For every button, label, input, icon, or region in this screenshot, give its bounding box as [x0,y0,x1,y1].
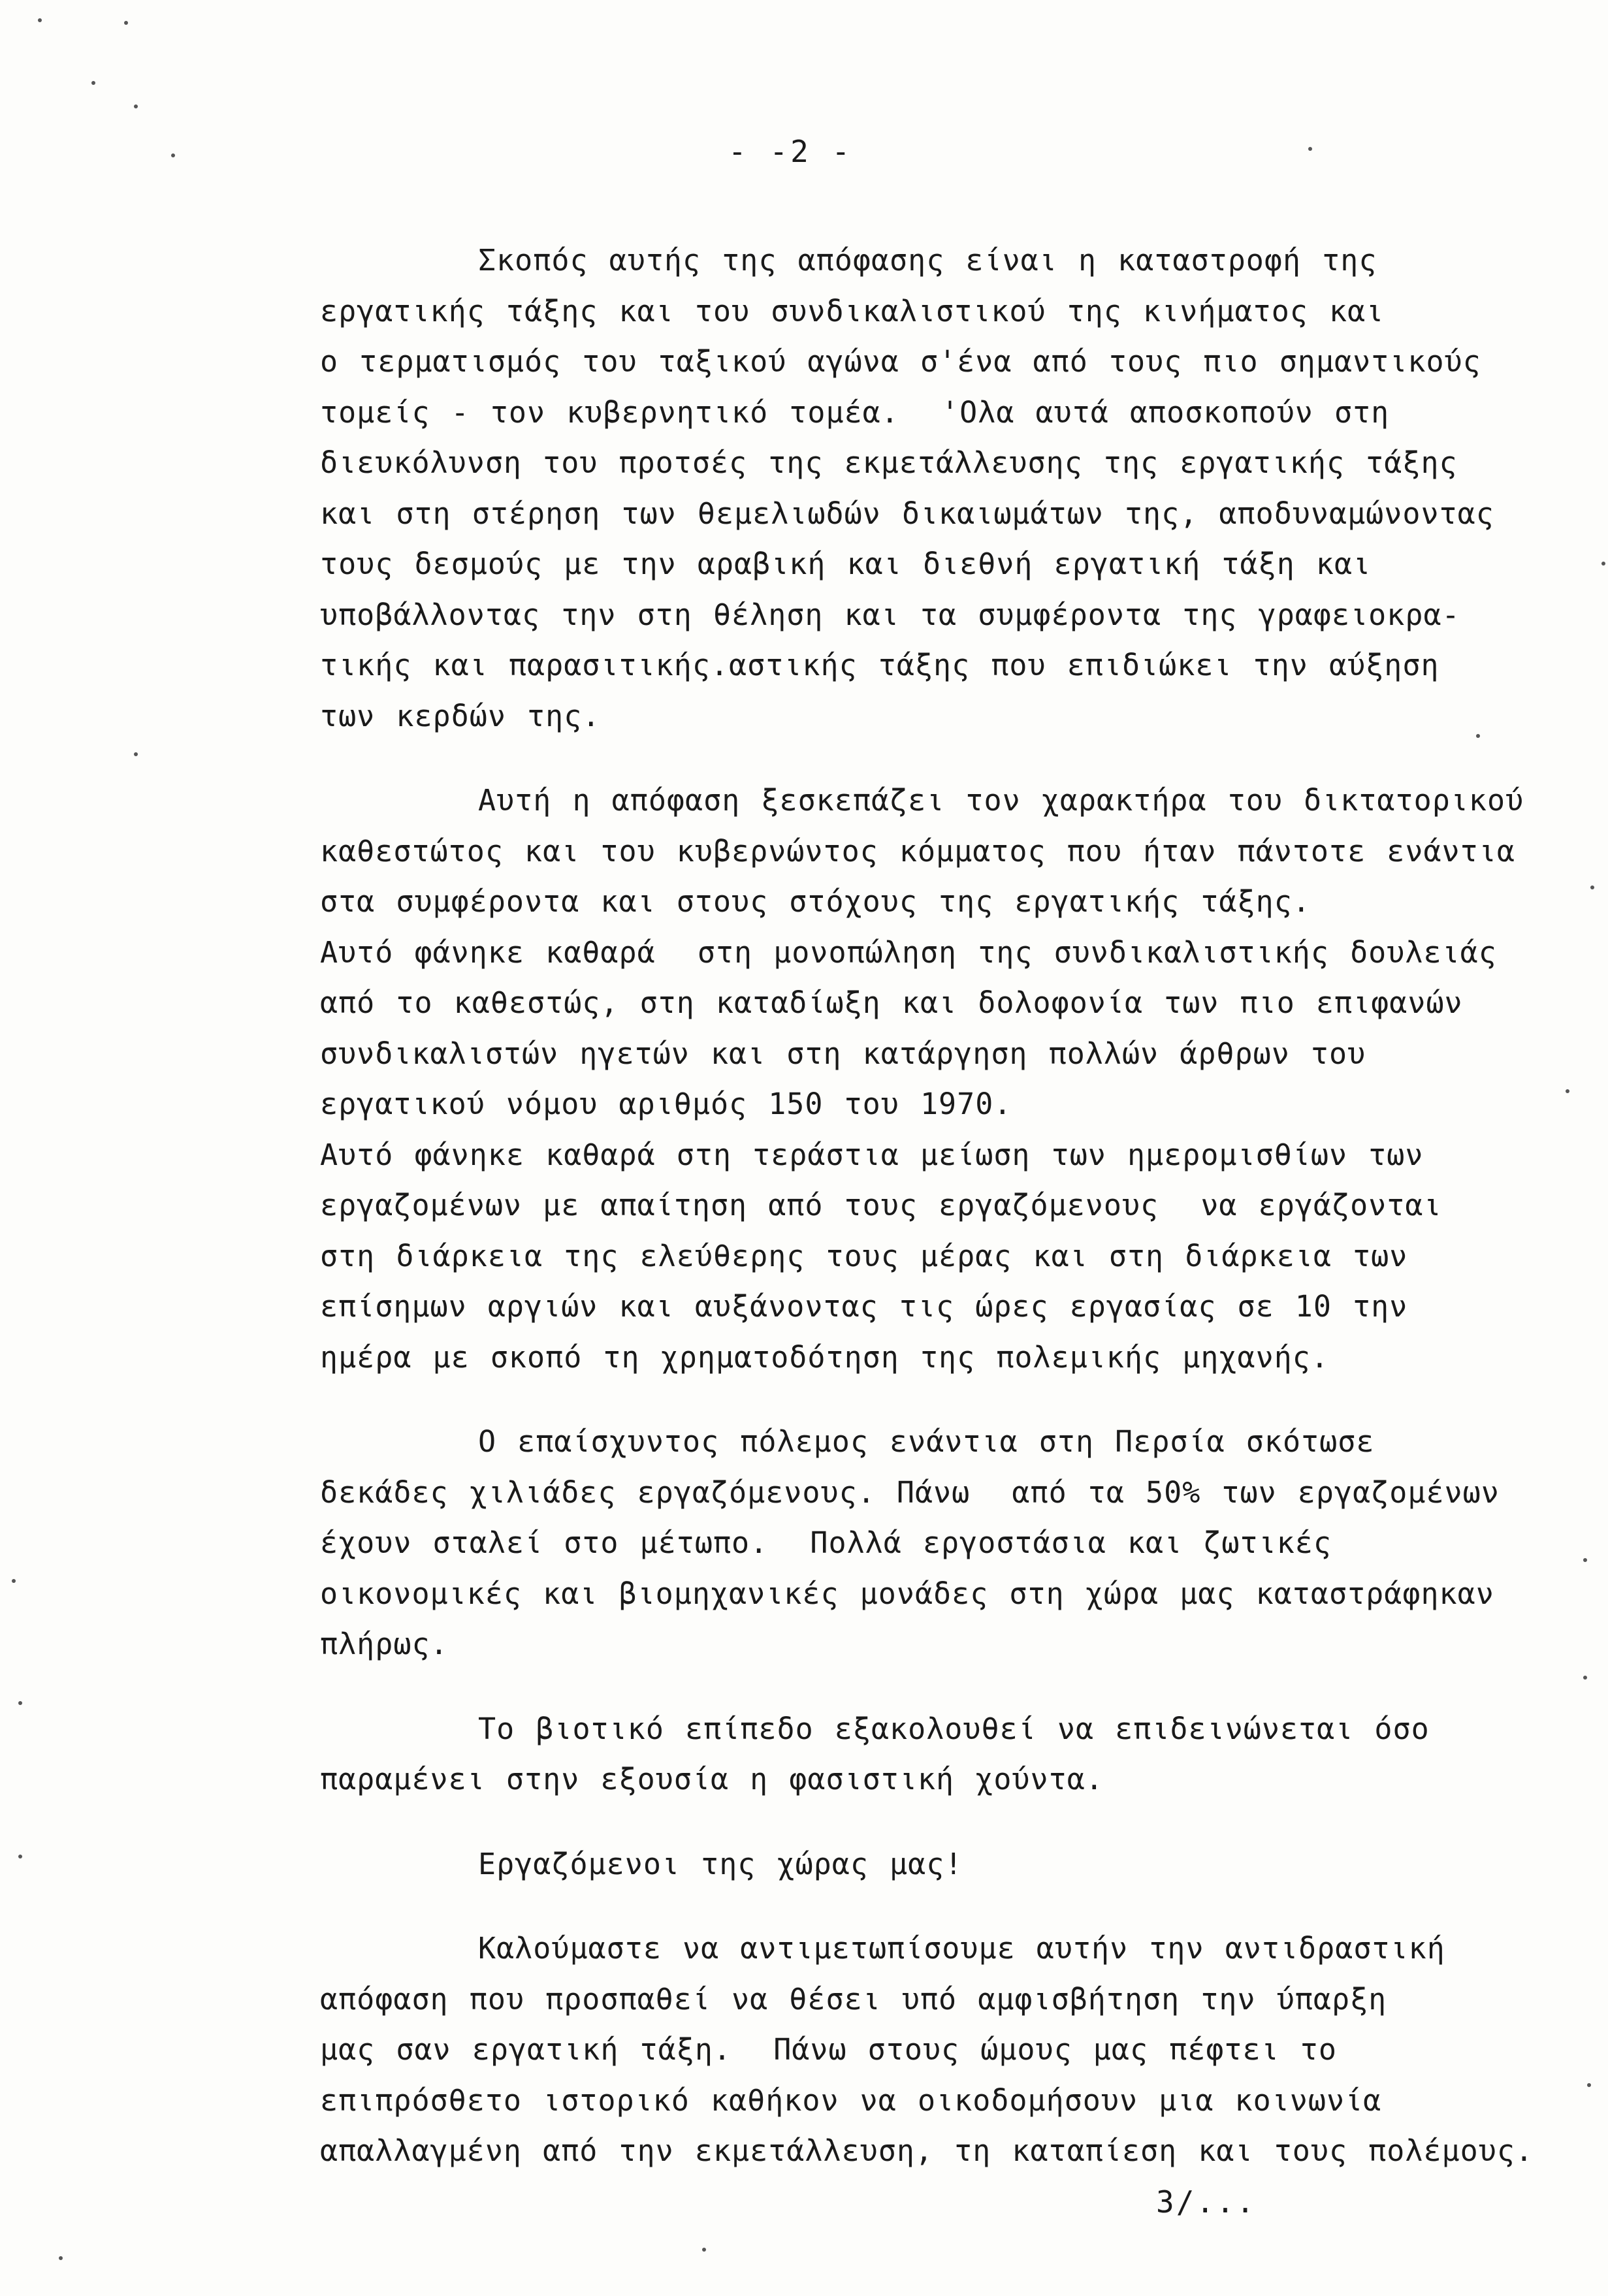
text-line: Εργαζόμενοι της χώρας μας! [478,1846,963,1881]
scan-speck [134,104,138,108]
scan-speck [18,1701,22,1705]
text-line: Καλούμαστε να αντιμετωπίσουμε αυτήν την αντιδραστική [478,1931,1445,1966]
text-line: εργαζομένων με απαίτηση από τους εργαζόμενους να εργάζονται [320,1188,1442,1222]
text-line: μας σαν εργατική τάξη. Πάνω στους ώμους μας πέφτει το [320,2032,1337,2067]
text-line: τους δεσμούς με την αραβική και διεθνή εργατική τάξη και [320,547,1372,581]
text-line: Αυτό φάνηκε καθαρά στη τεράστια μείωση των ημερομισθίων των [320,1137,1424,1172]
text-line: στη διάρκεια της ελεύθερης τους μέρας και στη διάρκεια των [320,1238,1408,1273]
continuation-marker: 3/... [1156,2184,1257,2220]
text-line: των κερδών της. [320,698,601,733]
text-line: εργατικής τάξης και του συνδικαλιστικού της κινήματος και [320,293,1385,328]
text-line: καθεστώτος και του κυβερνώντος κόμματος που ήταν πάντοτε ενάντια [320,833,1515,869]
paragraph-5-heading [320,1839,1600,1890]
scan-speck [1583,1558,1587,1562]
scan-speck [124,21,128,25]
text-line: δεκάδες χιλιάδες εργαζόμενους. Πάνω από τα 50% των εργαζομένων [320,1475,1500,1510]
scan-speck [171,153,175,157]
text-line: και στη στέρηση των θεμελιωδών δικαιωμάτων της, αποδυναμώνοντας [320,496,1494,531]
text-line: τομείς - τον κυβερνητικό τομέα. 'Ολα αυτά αποσκοπούν στη [320,394,1390,430]
paragraph-3 [320,1416,1600,1670]
scan-speck [1587,2083,1591,2087]
scan-speck [91,81,95,85]
text-line: τικής και παρασιτικής.αστικής τάξης που επιδιώκει την αύξηση [320,648,1439,682]
scan-speck [1566,1089,1569,1093]
text-line: Σκοπός αυτής της απόφασης είναι η καταστροφή της [478,243,1377,278]
text-line: Το βιοτικό επίπεδο εξακολουθεί να επιδεινώνεται όσο [478,1711,1430,1746]
scan-speck [134,752,138,756]
text-line: επιπρόσθετο ιστορικό καθήκον να οικοδομήσουν μια κοινωνία [320,2082,1382,2118]
paragraph-2 [320,775,1600,1382]
scan-speck [59,2256,63,2260]
text-line: συνδικαλιστών ηγετών και στη κατάργηση πολλών άρθρων του [320,1036,1366,1071]
text-line: ημέρα με σκοπό τη χρηματοδότηση της πολεμικής μηχανής. [320,1339,1329,1375]
text-line: διευκόλυνση του προτσές της εκμετάλλευσης της εργατικής τάξης [320,445,1458,480]
scan-speck [1601,562,1605,566]
text-line: Αυτή η απόφαση ξεσκεπάζει τον χαρακτήρα του δικτατορικού [478,783,1524,818]
text-line: οικονομικές και βιομηχανικές μονάδες στη χώρα μας καταστράφηκαν [320,1576,1494,1611]
text-line: Αυτό φάνηκε καθαρά στη μονοπώληση της συνδικαλιστικής δουλειάς [320,934,1497,970]
scan-speck [12,1579,16,1583]
text-line: απαλλαγμένη από την εκμετάλλευση, τη καταπίεση και τους πολέμους. [320,2133,1534,2168]
text-line: από το καθεστώς, στη καταδίωξη και δολοφονία των πιο επιφανών [320,985,1463,1020]
scan-speck [38,18,42,22]
scan-speck [18,1855,22,1858]
text-line: ο τερματισμός του ταξικού αγώνα σ'ένα από τους πιο σημαντικούς [320,344,1481,379]
scan-speck [1476,734,1480,738]
text-line: εργατικού νόμου αριθμός 150 του 1970. [320,1087,1012,1121]
text-line: Ο επαίσχυντος πόλεμος ενάντια στη Περσία σκότωσε [478,1424,1375,1459]
text-line: έχουν σταλεί στο μέτωπο. Πολλά εργοστάσια και ζωτικές [320,1525,1332,1560]
document-body [320,235,1600,2176]
paragraph-6 [320,1923,1600,2176]
scan-speck [1583,1676,1587,1680]
page-number: - -2 - [728,134,853,169]
paragraph-1 [320,235,1600,741]
text-line: στα συμφέροντα και στους στόχους της εργατικής τάξης. [320,884,1311,919]
text-line: πλήρως. [320,1627,449,1661]
paragraph-4 [320,1704,1600,1805]
scan-speck [702,2248,706,2252]
text-line: επίσημων αργιών και αυξάνοντας τις ώρες εργασίας σε 10 την [320,1289,1408,1324]
text-line: παραμένει στην εξουσία η φασιστική χούντα. [320,1762,1104,1796]
scan-speck [1308,147,1312,151]
text-line: υποβάλλοντας την στη θέληση και τα συμφέροντα της γραφειοκρα- [320,597,1460,632]
text-line: απόφαση που προσπαθεί να θέσει υπό αμφισβήτηση την ύπαρξη [320,1981,1387,2017]
scan-speck [1590,885,1594,889]
